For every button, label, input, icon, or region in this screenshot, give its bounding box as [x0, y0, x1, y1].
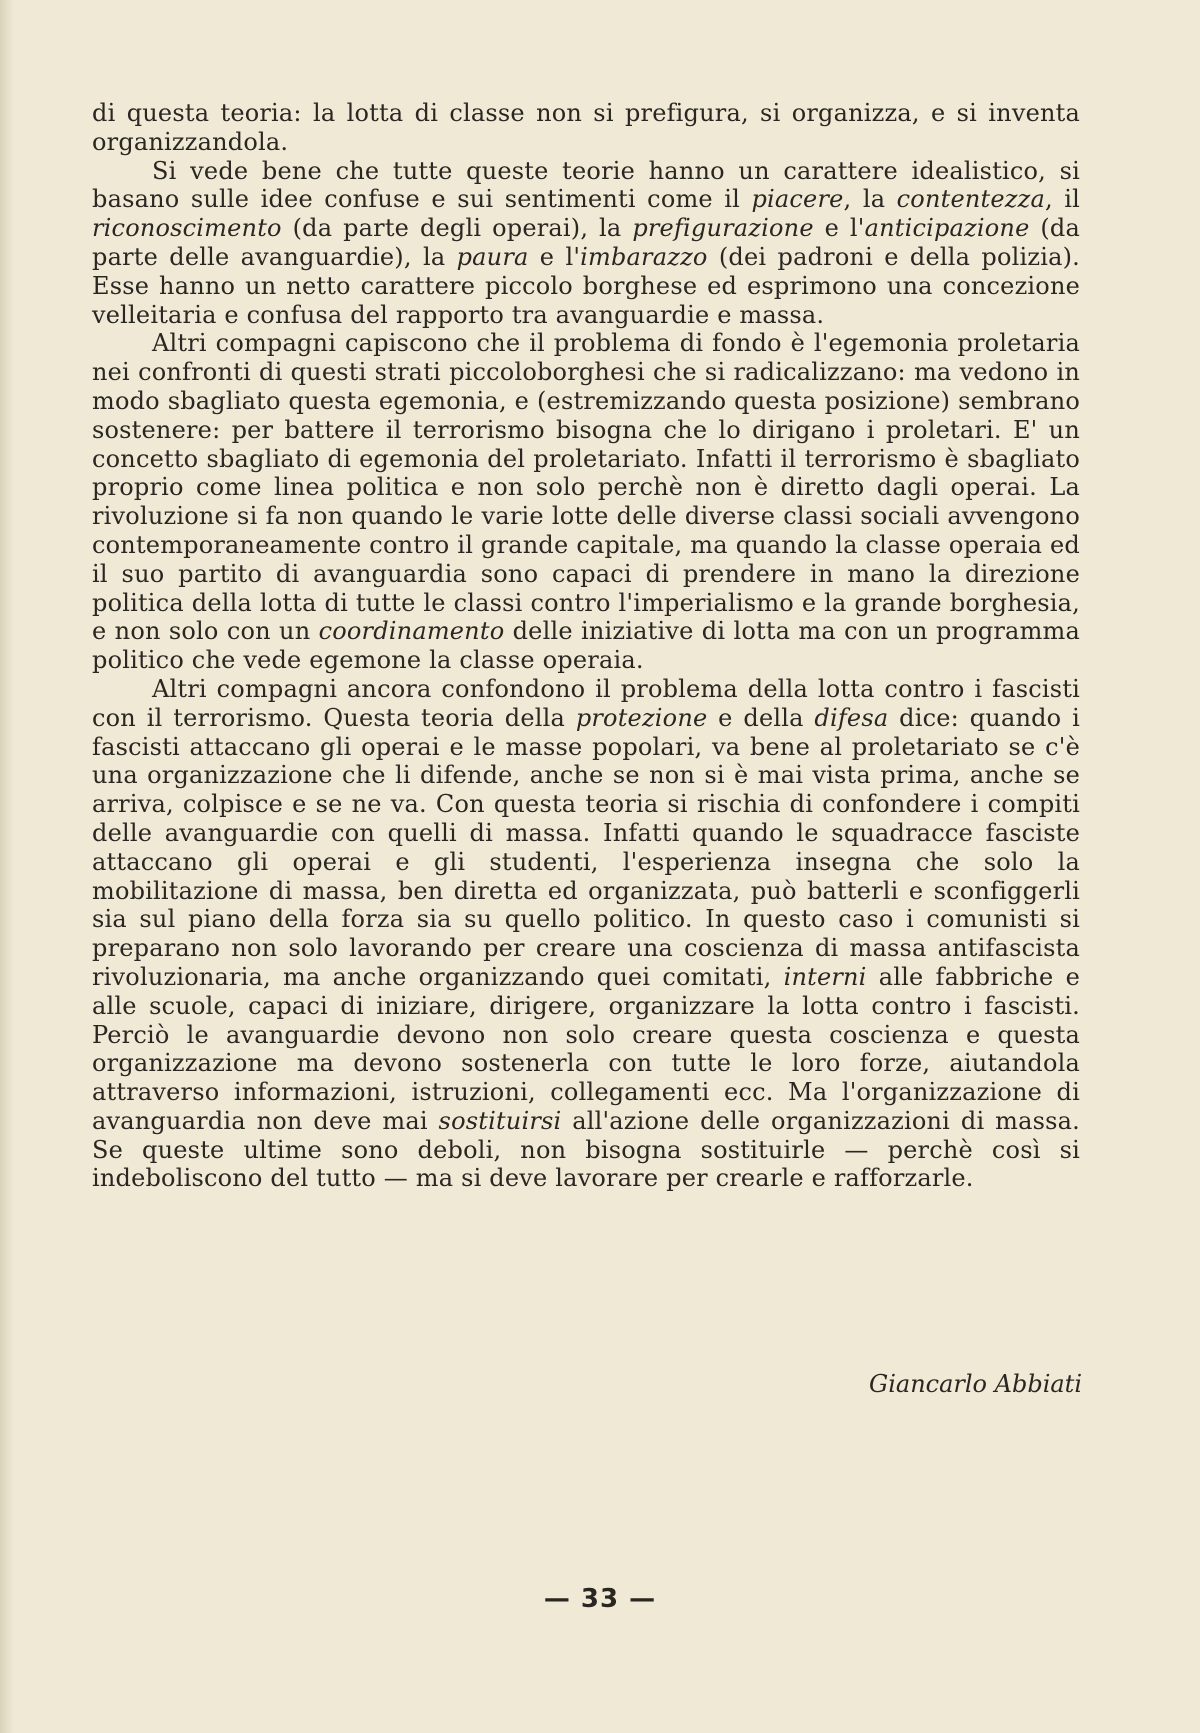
p4-s4: dice: quando i fascisti attaccano gli operai e le masse popolari, va bene al proletariato se c'è una organizzazione che li difende, anche se non si è mai vista prima, anche se arriva, colpisce e se ne va. Con questa teoria si rischia di confondere i compiti delle avanguardie con quelli di massa. Infatti quando le squadracce fasciste attaccano gli operai e gli studenti, l'esperienza insegna che solo la mobilitazione di massa, ben diretta ed organizzata, può batterli e sconfiggerli sia sul piano della forza sia su quello politico. In questo caso i comunisti si preparano non solo lavorando per creare una coscienza di massa antifascista rivoluzionaria, ma anche organizzando quei comitati,: [92, 703, 1080, 991]
p2-s8: e l': [813, 214, 865, 243]
paragraph-3: [92, 329, 1080, 675]
paragraph-4: [92, 675, 1080, 1193]
p2-italic-piacere: piacere: [751, 185, 844, 214]
p2-s2: , la: [843, 185, 897, 214]
article-body: [92, 99, 1080, 1193]
p2-italic-riconoscimento: riconoscimento: [92, 214, 282, 243]
page-number: — 33 —: [543, 1584, 657, 1614]
paragraph-1: [92, 99, 1080, 157]
p2-s10: (da parte delle avanguardie), la: [92, 214, 1080, 271]
p4-s2: e della: [707, 703, 815, 732]
p2-italic-prefigurazione: prefigurazione: [632, 214, 814, 243]
p2-italic-anticipazione: anticipazione: [864, 214, 1030, 243]
p4-italic-sostituirsi: sostituirsi: [438, 1106, 562, 1135]
author-signature: Giancarlo Abbiati: [869, 1370, 1082, 1398]
p4-italic-difesa: difesa: [814, 703, 889, 732]
p2-italic-paura: paura: [456, 242, 529, 271]
p2-s0: Si vede bene che tutte queste teorie hanno un carattere idealistico, si basano sulle idee confuse e sui sentimenti come il: [92, 156, 1080, 214]
p4-s8: all'azione delle organizzazioni di massa. Se queste ultime sono deboli, non bisogna sostituirle — perchè così si indeboliscono del tutto — ma si deve lavorare per crearle e rafforzarle.: [92, 1106, 1080, 1193]
page-edge-shadow: [0, 0, 14, 1733]
p4-italic-protezione: protezione: [575, 703, 708, 732]
p2-italic-imbarazzo: imbarazzo: [580, 242, 708, 271]
p4-s0: Altri compagni ancora confondono il problema della lotta contro i fascisti con il terrorismo. Questa teoria della: [92, 674, 1080, 732]
p2-s12: e l': [528, 242, 581, 271]
p2-s4: , il: [1044, 185, 1080, 214]
p1-s0: di questa teoria: la lotta di classe non si prefigura, si organizza, e si inventa organizzandola.: [92, 99, 1080, 156]
p2-italic-contentezza: contentezza: [896, 185, 1045, 214]
paragraph-2: [92, 157, 1080, 330]
p4-italic-interni: interni: [783, 962, 867, 991]
p2-s14: (dei padroni e della polizia). Esse hanno un netto carattere piccolo borghese ed esprimono una concezione velleitaria e confusa del rapporto tra avanguardie e massa.: [92, 242, 1080, 329]
p3-s0: Altri compagni capiscono che il problema di fondo è l'egemonia proletaria nei confronti di questi strati piccoloborghesi che si radicalizzano: ma vedono in modo sbagliato questa egemonia, e (estremizzando questa posizione) sembrano sostenere: per battere il terrorismo bisogna che lo dirigano i proletari. E' un concetto sbagliato di egemonia del proletariato. Infatti il terrorismo è sbagliato proprio come linea politica e non solo perchè non è diretto dagli operai. La rivoluzione si fa non quando le varie lotte delle diverse classi sociali avvengono contemporaneamente contro il grande capitale, ma quando la classe operaia ed il suo partito di avanguardia sono capaci di prendere in mano la direzione politica della lotta di tutte le classi contro l'imperialismo e la grande borghesia, e non solo con un: [92, 329, 1080, 646]
p4-s6: alle fabbriche e alle scuole, capaci di iniziare, dirigere, organizzare la lotta contro i fascisti. Perciò le avanguardie devono non solo creare questa coscienza e questa organizzazione ma devono sostenerla con tutte le loro forze, aiutandola attraverso informazioni, istruzioni, collegamenti ecc. Ma l'organizzazione di avanguardia non deve mai: [92, 962, 1080, 1135]
p3-s2: delle iniziative di lotta ma con un programma politico che vede egemone la classe operaia.: [92, 617, 1080, 675]
p3-italic-coordinamento: coordinamento: [318, 617, 505, 646]
p2-s6: (da parte degli operai), la: [281, 214, 633, 243]
